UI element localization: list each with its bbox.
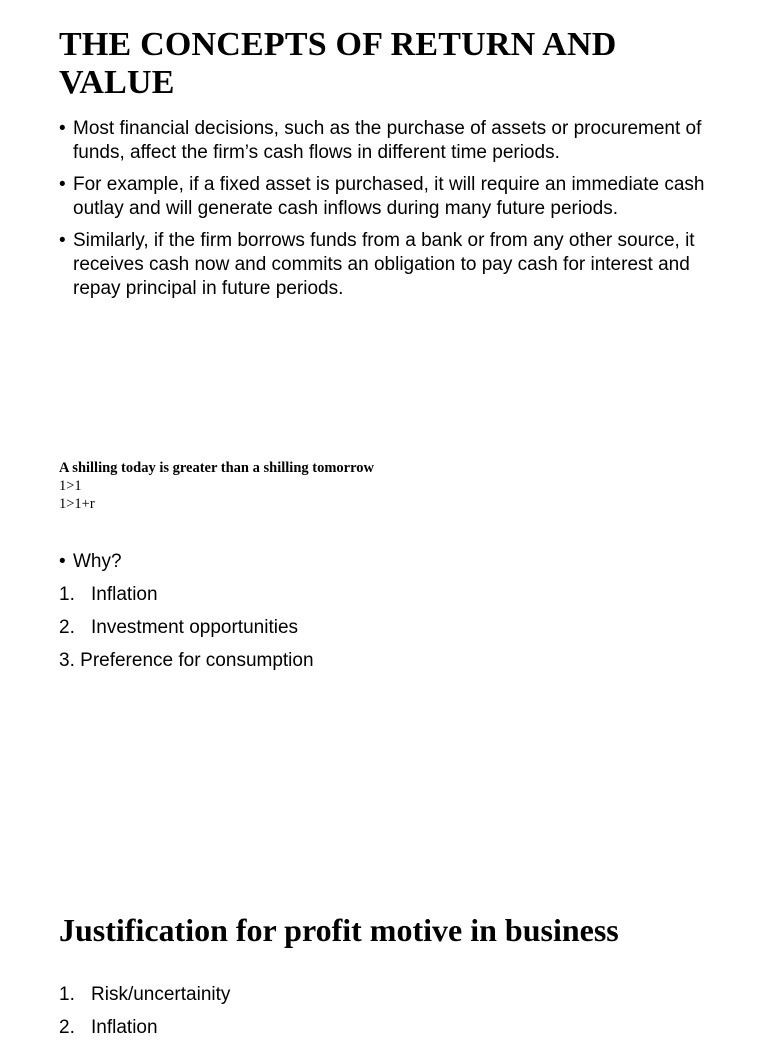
saying-line: A shilling today is greater than a shilling tomorrow: [59, 460, 374, 476]
list-number: 3.: [59, 650, 75, 671]
list-number: 1.: [59, 584, 75, 605]
bullet-dot-icon: •: [59, 174, 66, 195]
list-text: Investment opportunities: [91, 617, 299, 638]
bullet-item: [59, 117, 724, 165]
list-text: Risk/uncertainity: [91, 984, 231, 1005]
why-list: [59, 550, 559, 682]
list-text: Inflation: [91, 584, 158, 605]
bullet-dot-icon: •: [59, 118, 66, 139]
section-heading: Justification for profit motive in business: [59, 912, 619, 948]
justification-list: [59, 983, 559, 1049]
list-item: [59, 616, 559, 649]
why-text: Why?: [73, 551, 122, 572]
bullet-item: [59, 173, 724, 221]
list-text: Inflation: [91, 1017, 158, 1038]
bullet-text: For example, if a fixed asset is purchased, it will require an immediate cash outlay and will generate cash inflows during many future periods.: [73, 174, 705, 219]
list-number: 2.: [59, 1017, 75, 1038]
list-number: 2.: [59, 617, 75, 638]
bullet-dot-icon: •: [59, 551, 66, 572]
inequality-line: 1>1+r: [59, 496, 95, 512]
list-item: [59, 649, 559, 682]
bullet-item: [59, 229, 724, 301]
why-bullet: [59, 550, 559, 583]
list-text: Preference for consumption: [80, 650, 314, 671]
bullet-text: Similarly, if the firm borrows funds from a bank or from any other source, it receives cash now and commits an obligation to pay cash for interest and repay principal in future periods.: [73, 230, 695, 299]
bullet-list: [59, 117, 724, 309]
bullet-dot-icon: •: [59, 230, 66, 251]
inequality-line: 1>1: [59, 478, 82, 494]
list-item: [59, 583, 559, 616]
list-number: 1.: [59, 984, 75, 1005]
slide-title: THE CONCEPTS OF RETURN AND VALUE: [59, 26, 617, 101]
bullet-text: Most financial decisions, such as the purchase of assets or procurement of funds, affect the firm’s cash flows in different time periods.: [73, 118, 702, 163]
saying-block: [59, 459, 374, 513]
list-item: [59, 1016, 559, 1049]
list-item: [59, 983, 559, 1016]
